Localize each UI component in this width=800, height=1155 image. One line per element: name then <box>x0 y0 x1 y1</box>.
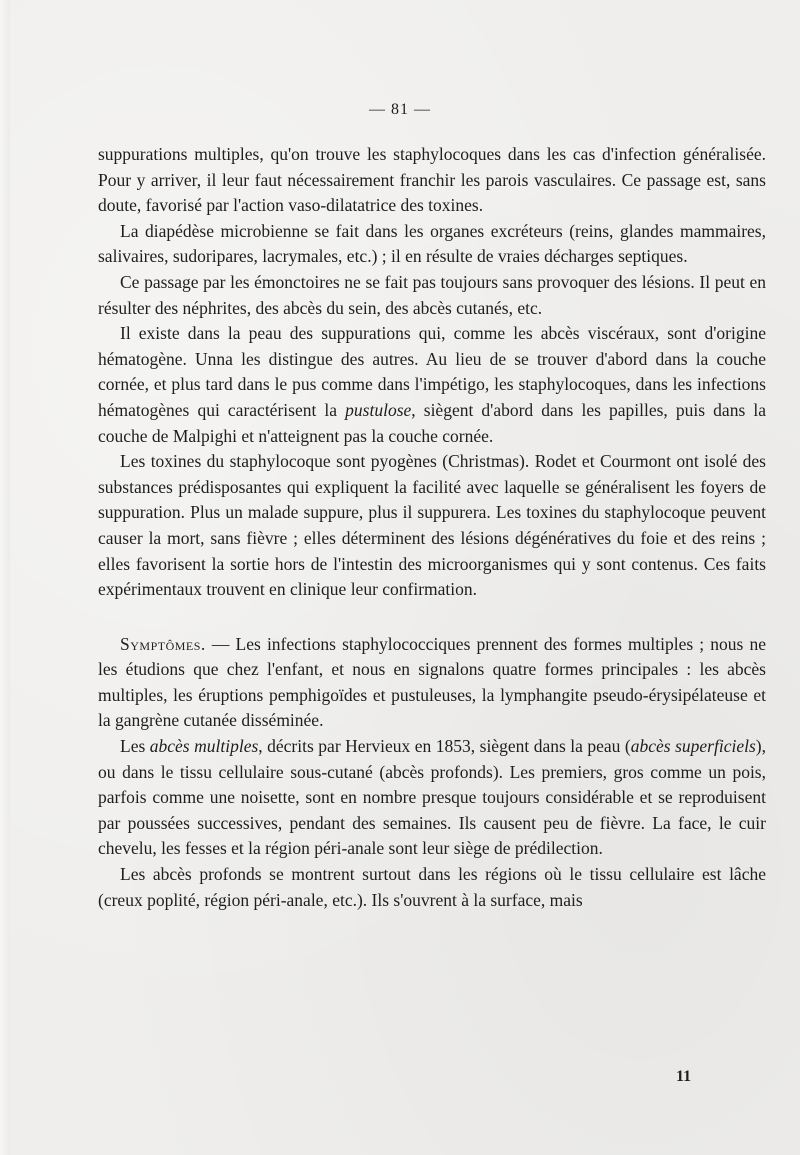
paragraph-text: suppurations multiples, qu'on trouve les staphylocoques dans les cas d'infection généralisée. Pour y arriver, il leur faut nécessairement franchir les parois vasculaires. Ce passage est, sans doute, favorisé par l'action vaso-dilatatrice des toxines. <box>98 144 766 216</box>
paragraph-text: Ce passage par les émonctoires ne se fait pas toujours sans provoquer des lésions. Il peut en résulter des néphrites, des abcès du sein, des abcès cutanés, etc. <box>98 271 766 318</box>
signature-mark: 11 <box>676 1068 692 1085</box>
italic-term: abcès superficiels <box>630 736 756 757</box>
paragraph-text: , siègent d'abord dans les papilles, puis dans la couche de Malpighi et n'atteignent pas la couche cornée. <box>98 399 766 446</box>
paragraph-8 <box>98 862 766 913</box>
paragraph-symptoms <box>98 632 766 734</box>
page-edge <box>0 0 10 1155</box>
paragraph-text: Il existe dans la peau des suppurations qui, comme les abcès viscéraux, sont d'origine hématogène. Unna les distingue des autres. Au lieu de se trouver d'abord dans la couche cornée, et plus tard dans le pus comme dans l'impétigo, les staphylocoques, dans les infections hématogènes qui caractérisent la <box>98 323 766 420</box>
paragraph-4 <box>98 321 766 449</box>
paragraph-text: Les toxines du staphylocoque sont pyogènes (Christmas). Rodet et Courmont ont isolé des substances prédisposantes qui expliquent la facilité avec laquelle se généralisent les foyers de suppuration. Plus un malade suppure, plus il suppurera. Les toxines du staphylocoque peuvent causer la mort, sans fièvre ; elles déterminent des lésions dégénératives du foie et des reins ; elles favorisent la sortie hors de l'intestin des microorganismes qui y sont contenus. Ces faits expérimentaux trouvent en clinique leur confirmation. <box>98 451 766 600</box>
paragraph-text: , décrits par Hervieux en 1853, siègent dans la peau ( <box>258 736 631 757</box>
paragraph-3 <box>98 270 766 321</box>
paragraph-text: La diapédèse microbienne se fait dans les organes excréteurs (reins, glandes mammaires, salivaires, sudoripares, lacrymales, etc.) ; il en résulte de vraies décharges septiques. <box>98 220 766 267</box>
italic-term: abcès multiples <box>149 736 259 757</box>
paragraph-5 <box>98 449 766 603</box>
paragraph-text: Les <box>120 736 150 757</box>
paragraph-7 <box>98 734 766 862</box>
paragraph-text: ), ou dans le tissu cellulaire sous-cutané (abcès profonds). Les premiers, gros comme un pois, parfois comme une noisette, sont en nombre presque toujours considérable et se reproduisent par poussées successives, pendant des semaines. Ils causent peu de fièvre. La face, le cuir chevelu, les fesses et la région péri-anale sont leur siège de prédilection. <box>98 736 766 859</box>
paragraph-2 <box>98 219 766 270</box>
paragraph-text: — Les infections staphylococciques prennent des formes multiples ; nous ne les étudions que chez l'enfant, et nous en signalons quatre formes principales : les abcès multiples, les éruptions pemphigoïdes et pustuleuses, la lymphangite pseudo-érysipélateuse et la gangrène cutanée disséminée. <box>98 633 766 731</box>
page-number: — 81 — <box>369 101 431 118</box>
italic-term: pustulose <box>345 399 412 420</box>
paragraph-text: Les abcès profonds se montrent surtout dans les régions où le tissu cellulaire est lâche (creux poplité, région péri-anale, etc.). Ils s'ouvrent à la surface, mais <box>98 864 766 910</box>
body-text <box>98 142 766 913</box>
section-heading: Symptômes. <box>120 633 206 654</box>
paragraph-1 <box>98 142 766 219</box>
